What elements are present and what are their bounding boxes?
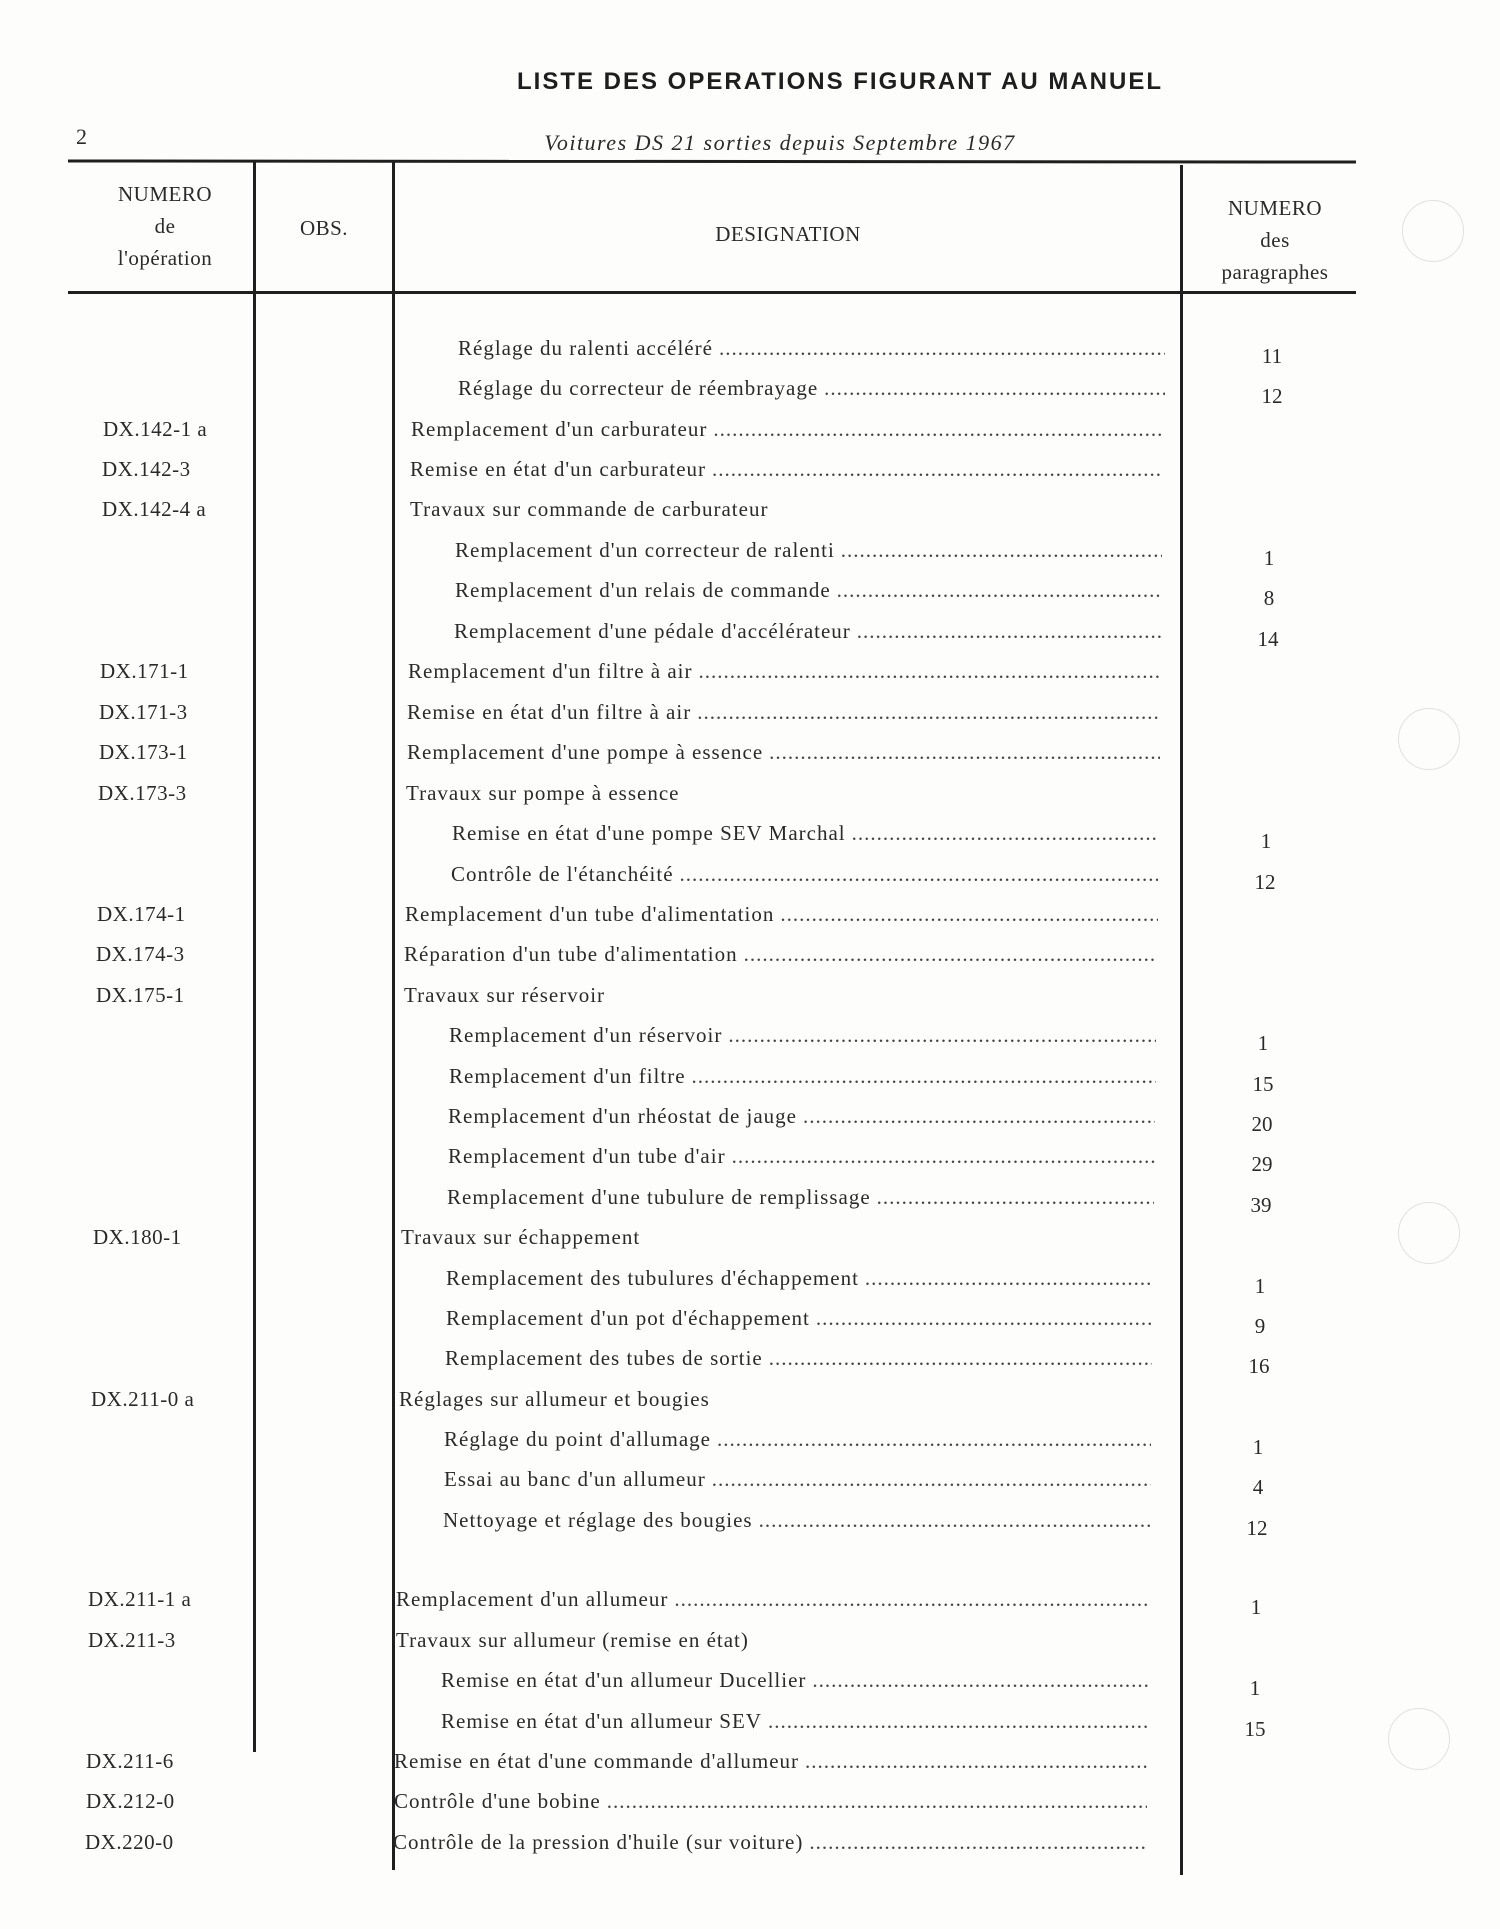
table-row — [0, 376, 1500, 416]
dot-leader — [728, 1023, 1156, 1048]
designation-cell — [405, 902, 1158, 927]
designation-cell — [393, 1830, 1146, 1855]
designation-text: Réglages sur allumeur et bougies — [399, 1387, 710, 1411]
dot-leader — [769, 1346, 1152, 1371]
dot-leader — [732, 1144, 1155, 1169]
binder-hole-mark — [1402, 200, 1464, 262]
designation-cell — [451, 862, 1158, 887]
dot-leader — [803, 1104, 1155, 1129]
operation-number: DX.220-0 — [85, 1830, 174, 1854]
designation-text: Réglage du point d'allumage — [444, 1427, 711, 1451]
designation-cell — [441, 1668, 1148, 1693]
table-row — [0, 862, 1500, 902]
dot-leader — [717, 1427, 1151, 1452]
paragraph-number: 29 — [1251, 1152, 1273, 1176]
designation-cell — [411, 417, 1164, 442]
operation-number: DX.174-1 — [97, 902, 186, 926]
table-row — [0, 1144, 1500, 1184]
table-row — [0, 1306, 1500, 1346]
designation-text: Remise en état d'un allumeur SEV — [441, 1709, 762, 1733]
designation-cell — [406, 781, 1159, 806]
designation-cell — [454, 619, 1161, 644]
table-row — [0, 1225, 1500, 1265]
dot-leader — [852, 821, 1159, 846]
designation-cell — [396, 1628, 1149, 1653]
designation-text: Remplacement des tubes de sortie — [445, 1346, 763, 1370]
designation-text: Contrôle de l'étanchéité — [451, 862, 674, 886]
header-bottom-rule — [68, 291, 1356, 294]
table-row — [0, 1427, 1500, 1467]
designation-text: Remplacement des tubulures d'échappement — [446, 1266, 859, 1290]
designation-text: Remise en état d'un carburateur — [410, 457, 707, 481]
designation-text: Remplacement d'un filtre — [449, 1064, 686, 1088]
table-row — [0, 1023, 1500, 1063]
operation-number: DX.171-1 — [100, 659, 189, 683]
designation-text: Contrôle d'une bobine — [394, 1789, 601, 1813]
designation-text: Travaux sur échappement — [401, 1225, 641, 1249]
dot-leader — [769, 740, 1160, 765]
paragraph-number: 1 — [1263, 546, 1275, 570]
designation-text: Remplacement d'un tube d'air — [448, 1144, 726, 1168]
dot-leader — [857, 619, 1161, 644]
table-row — [0, 1668, 1500, 1708]
designation-cell — [401, 1225, 1154, 1250]
table-row — [0, 942, 1500, 982]
designation-cell — [394, 1749, 1147, 1774]
paragraph-number: 39 — [1250, 1193, 1272, 1217]
column-header-operation — [70, 178, 260, 274]
designation-cell — [455, 578, 1162, 603]
paragraph-number: 20 — [1251, 1112, 1273, 1136]
table-row — [0, 740, 1500, 780]
operation-number: DX.175-1 — [96, 983, 185, 1007]
table-row — [0, 1749, 1500, 1789]
paragraph-number: 1 — [1249, 1676, 1261, 1700]
table-row — [0, 1467, 1500, 1507]
table-row — [0, 700, 1500, 740]
designation-text: Remplacement d'un rhéostat de jauge — [448, 1104, 798, 1128]
table-row — [0, 1628, 1500, 1668]
paragraph-number: 9 — [1254, 1314, 1266, 1338]
paragraph-number: 11 — [1261, 344, 1283, 368]
table-row — [0, 578, 1500, 618]
designation-cell — [446, 1266, 1153, 1291]
dot-leader — [812, 1668, 1148, 1693]
designation-cell — [448, 1104, 1155, 1129]
designation-cell — [408, 659, 1161, 684]
designation-text: Travaux sur allumeur (remise en état) — [396, 1628, 749, 1652]
designation-cell — [448, 1144, 1155, 1169]
column-header-operation-line-1: NUMERO — [117, 182, 212, 206]
operation-number: DX.142-1 a — [103, 417, 208, 441]
designation-cell — [444, 1467, 1151, 1492]
dot-leader — [713, 417, 1164, 442]
column-header-designation: DESIGNATION — [715, 222, 861, 246]
table-row — [0, 1346, 1500, 1386]
designation-cell — [449, 1023, 1156, 1048]
operation-number: DX.174-3 — [96, 942, 185, 966]
designation-text: Remplacement d'un allumeur — [396, 1587, 669, 1611]
dot-leader — [816, 1306, 1153, 1331]
paragraph-number: 14 — [1257, 627, 1279, 651]
paragraph-number: 8 — [1263, 586, 1275, 610]
paragraph-number: 1 — [1254, 1274, 1266, 1298]
designation-cell — [444, 1427, 1151, 1452]
designation-text: Remplacement d'un réservoir — [449, 1023, 723, 1047]
table-row — [0, 1387, 1500, 1427]
dot-leader — [865, 1266, 1153, 1291]
table-row — [0, 497, 1500, 537]
dot-leader — [674, 1587, 1149, 1612]
designation-text: Contrôle de la pression d'huile (sur voiture) — [393, 1830, 804, 1854]
table-row — [0, 1508, 1500, 1548]
designation-cell — [455, 538, 1162, 563]
operation-number: DX.142-4 a — [102, 497, 207, 521]
designation-text: Remise en état d'une commande d'allumeur — [394, 1749, 800, 1773]
dot-leader — [809, 1830, 1146, 1855]
column-header-obs: OBS. — [299, 216, 349, 240]
designation-cell — [441, 1709, 1148, 1734]
column-header-paragraphs — [1185, 192, 1365, 288]
designation-text: Travaux sur pompe à essence — [406, 781, 680, 805]
designation-cell — [394, 1789, 1147, 1814]
designation-text: Remise en état d'un filtre à air — [407, 700, 692, 724]
designation-cell — [458, 376, 1165, 401]
dot-leader — [768, 1709, 1148, 1734]
designation-cell — [407, 740, 1160, 765]
dot-leader — [780, 902, 1158, 927]
operation-number: DX.171-3 — [99, 700, 188, 724]
designation-cell — [410, 457, 1163, 482]
paragraph-number: 12 — [1254, 870, 1276, 894]
dot-leader — [692, 1064, 1156, 1089]
dot-leader — [719, 336, 1165, 361]
column-header-operation-line-2: de — [154, 214, 176, 238]
table-row — [0, 902, 1500, 942]
dot-leader — [712, 1467, 1151, 1492]
designation-cell — [445, 1346, 1152, 1371]
binder-hole-mark — [1398, 708, 1460, 770]
table-row — [0, 417, 1500, 457]
designation-text: Remplacement d'une pédale d'accélérateur — [454, 619, 851, 643]
paragraph-number: 16 — [1248, 1354, 1270, 1378]
table-row — [0, 336, 1500, 376]
dot-leader — [680, 862, 1158, 887]
paragraph-number: 12 — [1246, 1516, 1268, 1540]
table-row — [0, 1104, 1500, 1144]
designation-cell — [399, 1387, 1152, 1412]
paragraph-number: 12 — [1261, 384, 1283, 408]
page-subtitle: Voitures DS 21 sorties depuis Septembre 1967 — [544, 130, 1016, 155]
table-row — [0, 781, 1500, 821]
designation-cell — [447, 1185, 1154, 1210]
designation-text: Nettoyage et réglage des bougies — [443, 1508, 753, 1532]
table-row — [0, 1266, 1500, 1306]
table-row — [0, 821, 1500, 861]
designation-text: Remplacement d'un relais de commande — [455, 578, 831, 602]
operation-number: DX.211-6 — [86, 1749, 174, 1773]
dot-leader — [759, 1508, 1150, 1533]
table-row — [0, 457, 1500, 497]
designation-text: Réparation d'un tube d'alimentation — [404, 942, 738, 966]
paragraph-number: 15 — [1244, 1717, 1266, 1741]
designation-cell — [452, 821, 1159, 846]
table-row — [0, 1789, 1500, 1829]
paragraph-number: 15 — [1252, 1072, 1274, 1096]
table-row — [0, 659, 1500, 699]
designation-text: Remise en état d'un allumeur Ducellier — [441, 1668, 807, 1692]
table-row — [0, 1709, 1500, 1749]
binder-hole-mark — [1388, 1708, 1450, 1770]
operation-number: DX.211-1 a — [88, 1587, 192, 1611]
designation-cell — [404, 983, 1157, 1008]
paragraph-number: 1 — [1250, 1595, 1262, 1619]
designation-text: Réglage du correcteur de réembrayage — [458, 376, 819, 400]
designation-text: Travaux sur réservoir — [404, 983, 606, 1007]
dot-leader — [837, 578, 1162, 603]
designation-text: Remplacement d'un tube d'alimentation — [405, 902, 775, 926]
dot-leader — [697, 700, 1160, 725]
designation-text: Remplacement d'un pot d'échappement — [446, 1306, 810, 1330]
operation-number: DX.212-0 — [86, 1789, 175, 1813]
designation-text: Remplacement d'une pompe à essence — [407, 740, 764, 764]
table-row — [0, 1185, 1500, 1225]
operation-number: DX.142-3 — [102, 457, 191, 481]
designation-text: Remplacement d'une tubulure de remplissage — [447, 1185, 871, 1209]
operation-number: DX.211-0 a — [91, 1387, 195, 1411]
paragraph-number: 1 — [1252, 1435, 1264, 1459]
paragraph-number: 1 — [1257, 1031, 1269, 1055]
dot-leader — [712, 457, 1163, 482]
dot-leader — [877, 1185, 1154, 1210]
table-top-rule — [68, 159, 1356, 163]
table-row — [0, 619, 1500, 659]
paragraph-number: 1 — [1260, 829, 1272, 853]
table-row — [0, 538, 1500, 578]
operation-number: DX.173-1 — [99, 740, 188, 764]
dot-leader — [699, 659, 1161, 684]
table-row — [0, 983, 1500, 1023]
designation-cell — [410, 497, 1163, 522]
page-number: 2 — [76, 124, 87, 149]
table-row — [0, 1830, 1500, 1870]
designation-text: Remplacement d'un filtre à air — [408, 659, 693, 683]
page-title: LISTE DES OPERATIONS FIGURANT AU MANUEL — [516, 68, 1163, 95]
designation-text: Réglage du ralenti accéléré — [458, 336, 713, 360]
dot-leader — [841, 538, 1162, 563]
binder-hole-mark — [1398, 1202, 1460, 1264]
table-row — [0, 1587, 1500, 1627]
designation-text: Travaux sur commande de carburateur — [410, 497, 769, 521]
designation-cell — [449, 1064, 1156, 1089]
dot-leader — [824, 376, 1165, 401]
designation-cell — [458, 336, 1165, 361]
designation-text: Remplacement d'un correcteur de ralenti — [455, 538, 835, 562]
table-row — [0, 1064, 1500, 1104]
dot-leader — [607, 1789, 1147, 1814]
designation-cell — [407, 700, 1160, 725]
column-header-paragraphs-line-1: NUMERO — [1227, 196, 1322, 220]
dot-leader — [805, 1749, 1147, 1774]
designation-cell — [396, 1587, 1149, 1612]
column-header-paragraphs-line-2: des — [1260, 228, 1290, 252]
designation-cell — [446, 1306, 1153, 1331]
operation-number: DX.180-1 — [93, 1225, 182, 1249]
designation-text: Essai au banc d'un allumeur — [444, 1467, 706, 1491]
operation-number: DX.211-3 — [88, 1628, 176, 1652]
designation-cell — [443, 1508, 1150, 1533]
designation-text: Remise en état d'une pompe SEV Marchal — [452, 821, 846, 845]
column-header-paragraphs-line-3: paragraphes — [1221, 260, 1329, 284]
column-header-operation-line-3: l'opération — [117, 246, 213, 270]
designation-cell — [404, 942, 1157, 967]
dot-leader — [744, 942, 1157, 967]
operation-number: DX.173-3 — [98, 781, 187, 805]
paragraph-number: 4 — [1252, 1475, 1264, 1499]
designation-text: Remplacement d'un carburateur — [411, 417, 708, 441]
